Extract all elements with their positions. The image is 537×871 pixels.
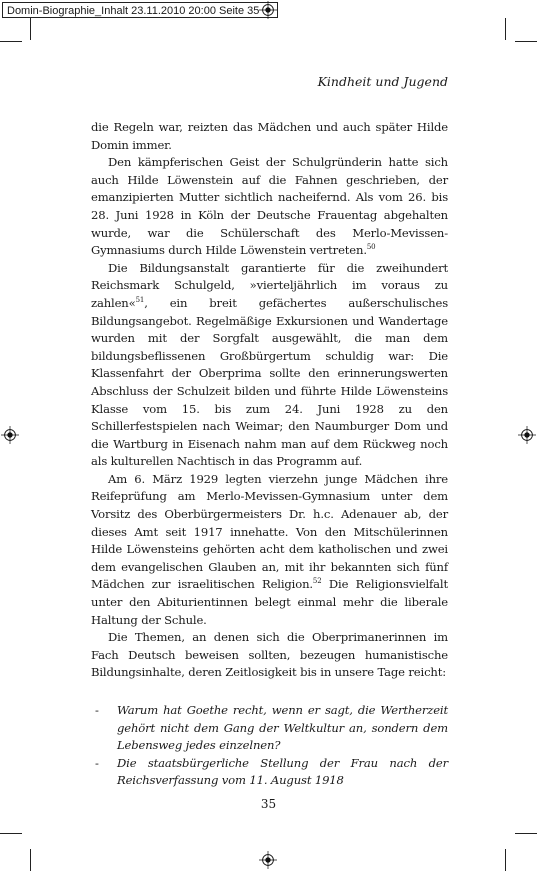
- paragraph-text: Die Bildungsanstalt garantierte für die zweihundert Reichsmark Schulgeld, »vierteljährlich im voraus zu zahlen«: [91, 260, 448, 310]
- slug-line: Domin-Biographie_Inhalt 23.11.2010 20:00 Seite 35: [2, 2, 278, 18]
- list-item: [91, 702, 448, 755]
- crop-mark: [505, 18, 506, 40]
- crop-mark: [0, 41, 22, 42]
- crop-mark: [515, 833, 537, 834]
- paragraph: [91, 260, 448, 471]
- list-item: [91, 755, 448, 790]
- footnote-ref[interactable]: 51: [135, 295, 145, 304]
- registration-mark-icon: [1, 426, 19, 444]
- paragraph: [91, 629, 448, 682]
- list-item-text: Die staatsbürgerliche Stellung der Frau nach der Reichsverfassung vom 11. August 1918: [117, 755, 448, 788]
- registration-mark-icon: [259, 851, 277, 869]
- page-number: 35: [260, 797, 277, 811]
- footnote-ref[interactable]: 50: [366, 243, 376, 252]
- crop-mark: [30, 849, 31, 871]
- paragraph-text: Die Religionsvielfalt unter den Abiturientinnen belegt einmal mehr die liberale Haltung der Schule.: [91, 577, 448, 627]
- crop-mark: [0, 833, 22, 834]
- crop-mark: [515, 41, 537, 42]
- paragraph-text: Am 6. März 1929 legten vierzehn junge Mädchen ihre Reifeprüfung am Merlo-Mevissen-Gymnasium unter dem Vorsitz des Oberbürgermeisters Dr. h.c. Adenauer ab, der dieses Amt seit 1917 innehatte. Von den Mitschülerinnen Hilde Löwensteins gehörten acht dem katholischen und zwei dem evangelischen Glauben an, mit ihr bekannten sich fünf Mädchen zur israelitischen Religion.: [91, 471, 448, 592]
- topic-list: [91, 702, 448, 790]
- list-dash: -: [95, 703, 99, 717]
- crop-mark: [505, 849, 506, 871]
- paragraph-text: , ein breit gefächertes außerschulisches Bildungsangebot. Regelmäßige Exkursionen und Wandertage wurden mit der Sorgfalt ausgewählt, die man dem bildungsbeflissenen Großbürgertum schuldig war: Die Klassenfahrt der Oberprima sollte den erinnerungswerten Abschluss der Schulzeit bilden und führte Hilde Löwensteins Klasse vom 15. bis zum 24. Juni 1928 zu den Schillerfestspielen nach Weimar; den Naumburger Dom und die Wartburg in Eisenach nahm man auf dem Rückweg noch als kulturellen Nachtisch in das Programm auf.: [91, 295, 448, 469]
- list-dash: -: [95, 755, 99, 770]
- registration-mark-icon: [518, 426, 536, 444]
- paragraph: [91, 119, 448, 154]
- running-head: Kindheit und Jugend: [317, 74, 448, 89]
- paragraph-text: Den kämpferischen Geist der Schulgründerin hatte sich auch Hilde Löwenstein auf die Fahnen geschrieben, der emanzipierten Mutter sichtlich nacheifernd. Als vom 26. bis 28. Juni 1928 in Köln der Deutsche Frauentag abgehalten wurde, war die Schülerschaft des Merlo-Mevissen-Gymnasiums durch Hilde Löwenstein vertreten.: [91, 155, 448, 258]
- paragraph-text: Die Themen, an denen sich die Oberprimanerinnen im Fach Deutsch beweisen sollten, bezeugen humanistische Bildungsinhalte, deren Zeitlosigkeit bis in unsere Tage reicht:: [91, 630, 448, 680]
- paragraph-text: die Regeln war, reizten das Mädchen und auch später Hilde Domin immer.: [91, 120, 448, 152]
- paragraph: [91, 471, 448, 629]
- registration-mark-icon: [259, 1, 277, 19]
- paragraph: [91, 154, 448, 260]
- crop-mark: [30, 18, 31, 40]
- body-text: [91, 119, 448, 790]
- list-item-text: Warum hat Goethe recht, wenn er sagt, die Wertherzeit gehört nicht dem Gang der Weltkultur an, sondern dem Lebensweg jedes einzelnen?: [117, 703, 448, 753]
- footnote-ref[interactable]: 52: [312, 577, 322, 586]
